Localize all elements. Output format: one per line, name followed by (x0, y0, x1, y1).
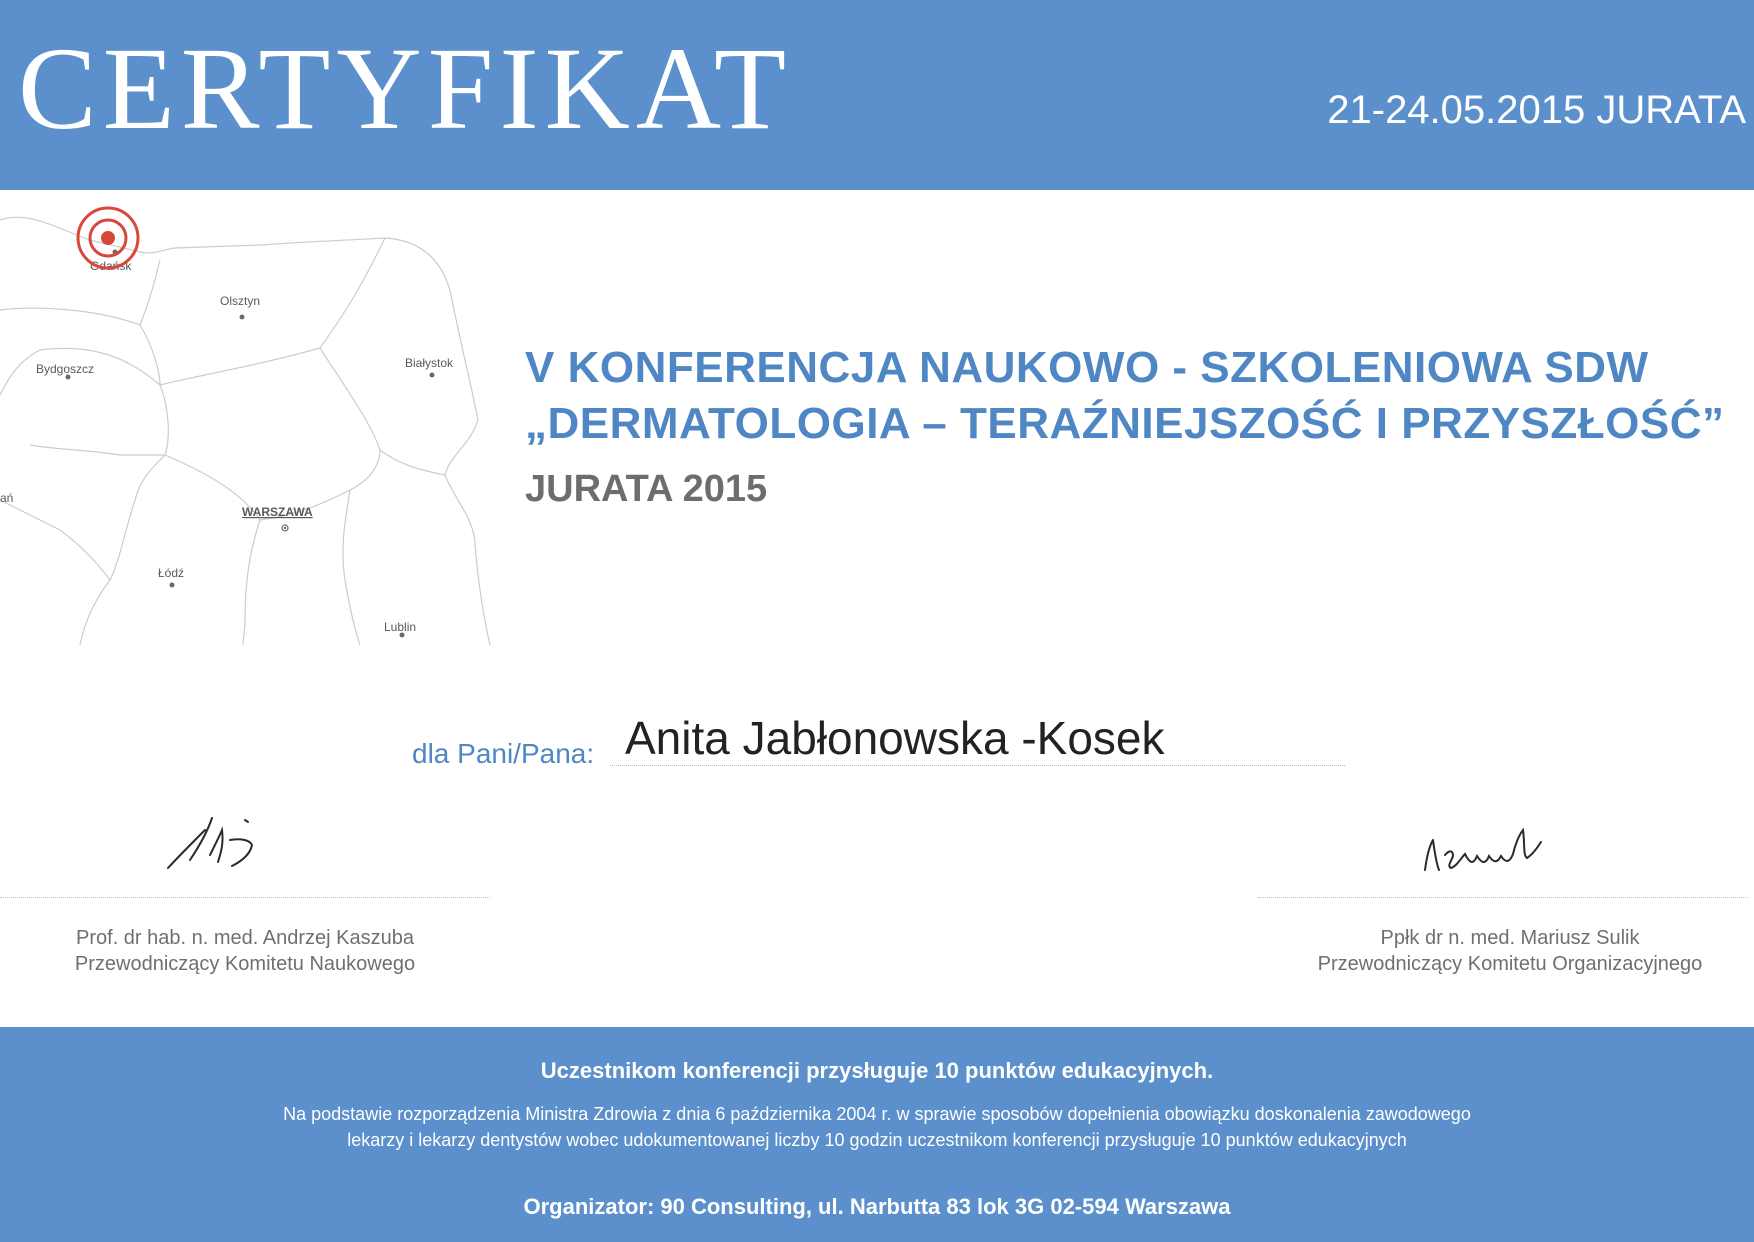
map-region-border (343, 490, 360, 645)
city-label-lodz: Łódź (158, 566, 185, 580)
map-region-border (30, 445, 165, 455)
poland-map (0, 200, 500, 650)
signatory-left-role: Przewodniczący Komitetu Naukowego (74, 953, 416, 975)
signatory-left (40, 925, 450, 977)
city-label-bydgoszcz: Bydgoszcz (36, 362, 95, 376)
map-region-border (0, 260, 160, 325)
conference-title (525, 340, 1725, 452)
signature-right (1415, 810, 1565, 885)
event-date-place: 21-24.05.2015 JURATA (1327, 88, 1746, 132)
certificate-title: CERTYFIKAT (18, 23, 793, 154)
map-coastline (0, 217, 385, 253)
city-label-warszawa: WARSZAWA (242, 505, 313, 519)
education-points: Uczestnikom konferencji przysługuje 10 punktów edukacyjnych. (540, 1058, 1214, 1083)
signatory-right-name: Ppłk dr n. med. Mariusz Sulik (1380, 927, 1640, 949)
city-label-gdansk: Gdańsk (90, 259, 132, 273)
map-region-border (80, 500, 135, 645)
map-region-border (243, 520, 260, 645)
signature-left (160, 800, 300, 880)
legal-basis-line1: Na podstawie rozporządzenia Ministra Zdrowia z dnia 6 października 2004 r. w sprawie sposobów dopełnienia obowiązku doskonalenia zawodowego (283, 1104, 1471, 1124)
recipient-name-line (610, 765, 1345, 766)
city-label-poznan-partial: ań (0, 491, 14, 505)
signature-line-right (1258, 897, 1748, 898)
legal-basis-line2: lekarzy i lekarzy dentystów wobec udokumentowanej liczby 10 godzin uczestnikom konferencji przysługuje 10 punktów edukacyjnych (347, 1130, 1407, 1150)
recipient-name: Anita Jabłonowska -Kosek (625, 712, 1165, 764)
conference-title-line1: V KONFERENCJA NAUKOWO - SZKOLENIOWA SDW (525, 343, 1649, 392)
map-region-border (135, 385, 168, 500)
signatory-right (1280, 925, 1740, 977)
conference-subtitle: JURATA 2015 (525, 468, 768, 510)
map-region-border (0, 500, 110, 580)
recipient-label: dla Pani/Pana: (412, 738, 595, 769)
signatory-right-role: Przewodniczący Komitetu Organizacyjnego (1317, 953, 1703, 975)
signature-line-left (0, 897, 490, 898)
legal-basis (150, 1101, 1604, 1153)
map-east-border (385, 238, 490, 645)
signatory-left-name: Prof. dr hab. n. med. Andrzej Kaszuba (76, 927, 414, 949)
map-graphic (0, 200, 500, 650)
city-label-olsztyn: Olsztyn (220, 294, 261, 308)
map-region-border (140, 238, 385, 385)
city-label-bialystok: Białystok (405, 356, 454, 370)
organizer-info: Organizator: 90 Consulting, ul. Narbutta 83 lok 3G 02-594 Warszawa (523, 1194, 1231, 1219)
city-label-lublin: Lublin (384, 620, 417, 634)
conference-title-line2: „DERMATOLOGIA – TERAŹNIEJSZOŚĆ I PRZYSZŁOŚĆ” (525, 399, 1725, 448)
